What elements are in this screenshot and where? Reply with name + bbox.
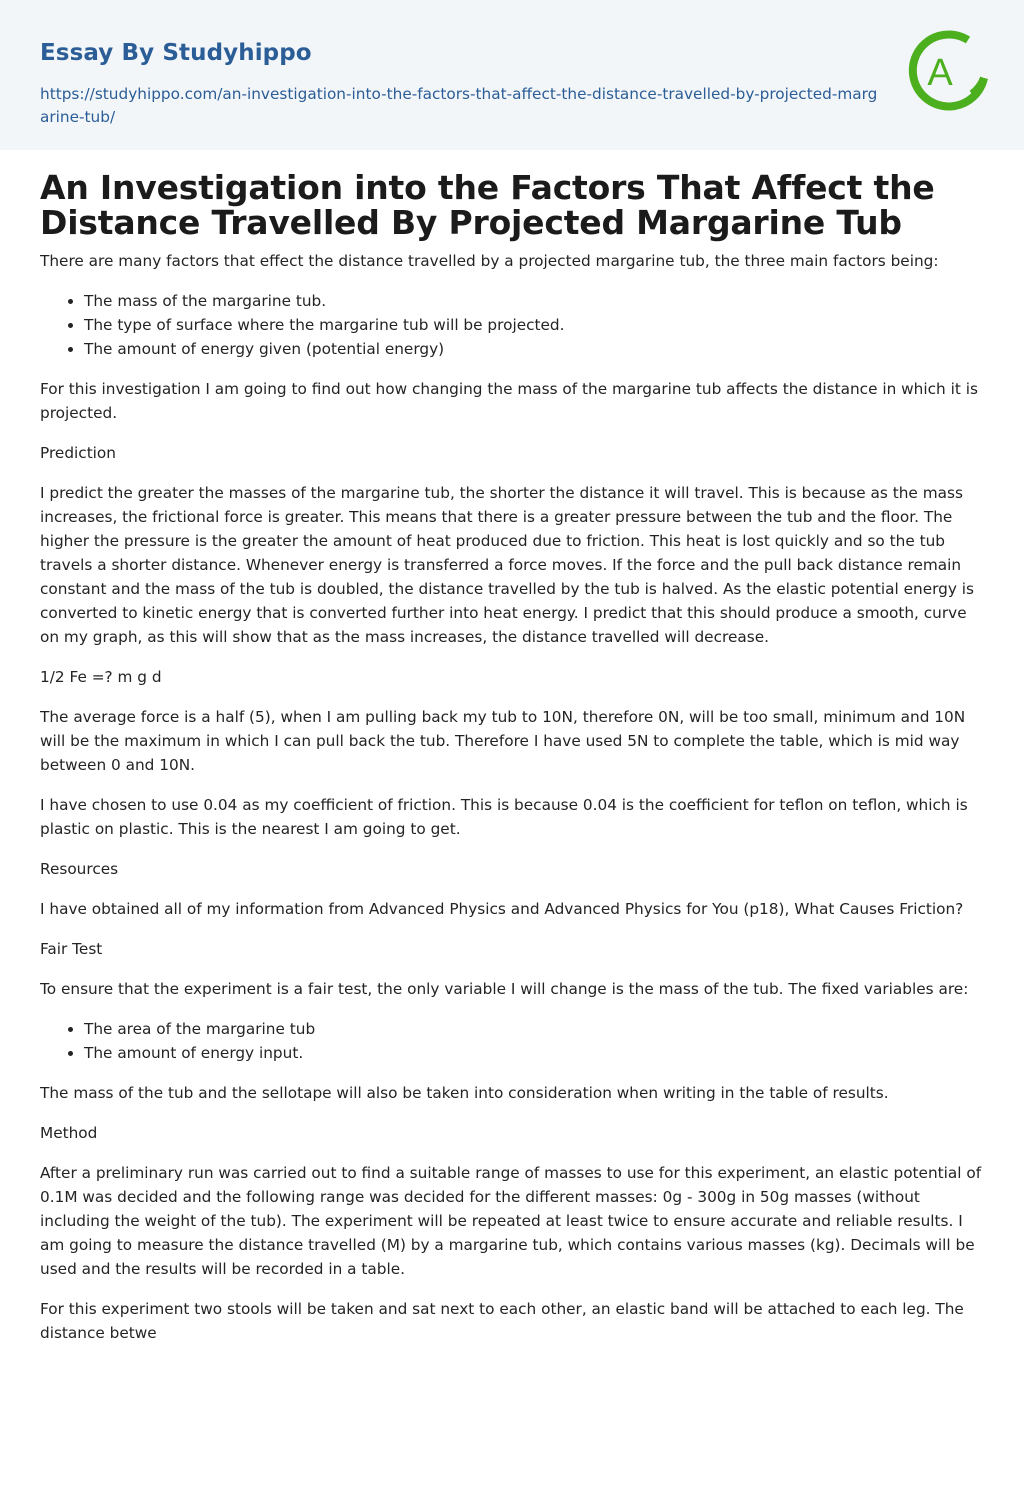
essay-content bbox=[0, 170, 1024, 1345]
list-item: • The type of surface where the margarine tub will be projected. bbox=[84, 313, 984, 337]
page-header bbox=[0, 0, 1024, 150]
logo-letter: A bbox=[927, 52, 953, 94]
setup-paragraph: For this experiment two stools will be taken and sat next to each other, an elastic band will be attached to each leg. The distance betwe bbox=[40, 1300, 964, 1342]
list-item: • The mass of the margarine tub. bbox=[84, 289, 984, 313]
method-heading: Method bbox=[40, 1124, 98, 1142]
mass-note-paragraph: The mass of the tub and the sellotape will also be taken into consideration when writing in the table of results. bbox=[40, 1084, 889, 1102]
resources-paragraph: I have obtained all of my information from Advanced Physics and Advanced Physics for You (p18), What Causes Friction? bbox=[40, 900, 964, 918]
intro-paragraph: There are many factors that effect the distance travelled by a projected margarine tub, the three main factors being: bbox=[40, 252, 939, 270]
force-paragraph: The average force is a half (5), when I am pulling back my tub to 10N, therefore 0N, will be too small, minimum and 10N will be the maximum in which I can pull back the tub. Therefore I have used 5N to complete the table, which is mid way between 0 and 10N. bbox=[40, 708, 966, 774]
essay-title: An Investigation into the Factors That Affect the Distance Travelled By Projected Margarine Tub bbox=[40, 168, 935, 242]
aim-paragraph: For this investigation I am going to find out how changing the mass of the margarine tub affects the distance in which it is projected. bbox=[40, 380, 978, 422]
site-brand[interactable]: Essay By Studyhippo bbox=[40, 40, 312, 66]
fair-test-heading: Fair Test bbox=[40, 940, 103, 958]
prediction-heading: Prediction bbox=[40, 444, 116, 462]
friction-paragraph: I have chosen to use 0.04 as my coefficient of friction. This is because 0.04 is the coefficient for teflon on teflon, which is plastic on plastic. This is the nearest I am going to get. bbox=[40, 796, 968, 838]
list-item: • The area of the margarine tub bbox=[84, 1017, 984, 1041]
resources-heading: Resources bbox=[40, 860, 119, 878]
prediction-paragraph: I predict the greater the masses of the margarine tub, the shorter the distance it will travel. This is because as the mass increases, the frictional force is greater. This means that there is a greater pressure between the tub and the floor. The higher the pressure is the greater the amount of heat produced due to friction. This heat is lost quickly and so the tub travels a shorter distance. Whenever energy is transferred a force moves. If the force and the pull back distance remain constant and the mass of the tub is doubled, the distance travelled by the tub is halved. As the elastic potential energy is converted to kinetic energy that is converted further into heat energy. I predict that this should produce a smooth, curve on my graph, as this will show that as the mass increases, the distance travelled will decrease. bbox=[40, 484, 975, 646]
method-paragraph: After a preliminary run was carried out to find a suitable range of masses to use for this experiment, an elastic potential of 0.1M was decided and the following range was decided for the different masses: 0g - 300g in 50g masses (without including the weight of the tub). The experiment will be repeated at least twice to ensure accurate and reliable results. I am going to measure the distance travelled (M) by a margarine tub, which contains various masses (kg). Decimals will be used and the results will be recorded in a table. bbox=[40, 1164, 982, 1278]
list-item: • The amount of energy given (potential energy) bbox=[84, 337, 984, 361]
fixed-variables-list bbox=[40, 1017, 984, 1065]
list-item: • The amount of energy input. bbox=[84, 1041, 984, 1065]
fair-test-paragraph: To ensure that the experiment is a fair test, the only variable I will change is the mass of the tub. The fixed variables are: bbox=[40, 980, 969, 998]
formula-line: 1/2 Fe =? m g d bbox=[40, 668, 162, 686]
factors-list bbox=[40, 289, 984, 361]
source-url-link[interactable]: https://studyhippo.com/an-investigation-into-the-factors-that-affect-the-distance-travelled-by-projected-margarine-tub/ bbox=[40, 85, 878, 126]
studyhippo-logo-icon[interactable] bbox=[906, 28, 992, 114]
